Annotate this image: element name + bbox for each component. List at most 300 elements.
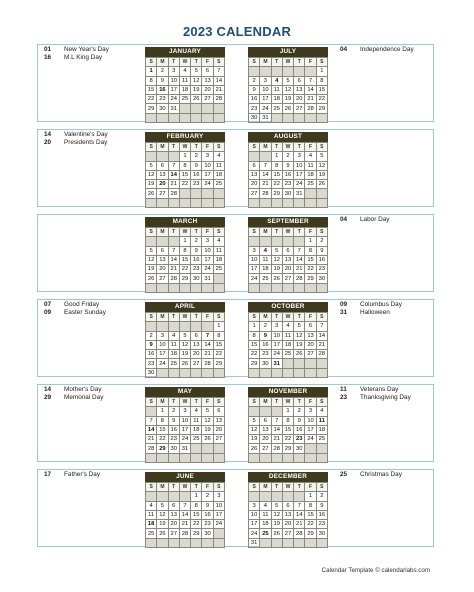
day-cell: 19 <box>282 95 293 104</box>
holiday-name: Easter Sunday <box>64 309 106 316</box>
day-cell: 2 <box>191 237 202 246</box>
weekday-label: T <box>294 483 305 492</box>
day-cell: 19 <box>146 180 157 189</box>
week-row <box>249 283 328 292</box>
day-cell: 24 <box>157 359 168 368</box>
empty-day-cell <box>168 237 179 246</box>
day-cell: 28 <box>146 444 157 453</box>
weekday-label: F <box>305 398 316 407</box>
holiday-entry <box>44 394 103 402</box>
day-cell: 4 <box>146 501 157 510</box>
day-cell: 15 <box>305 255 316 264</box>
week-row <box>146 331 225 340</box>
month-day-table <box>248 397 328 463</box>
day-cell: 30 <box>249 113 260 122</box>
day-cell: 10 <box>249 255 260 264</box>
day-cell: 27 <box>191 359 202 368</box>
week-row <box>146 198 225 207</box>
empty-day-cell <box>305 359 316 368</box>
day-cell: 5 <box>316 152 327 161</box>
empty-day-cell <box>282 359 293 368</box>
day-cell: 18 <box>213 255 224 264</box>
weekday-label: S <box>213 483 224 492</box>
day-cell: 23 <box>191 180 202 189</box>
day-cell: 15 <box>282 425 293 434</box>
weekday-label: S <box>249 228 260 237</box>
month-day-table <box>145 397 225 463</box>
day-cell: 6 <box>282 501 293 510</box>
week-row <box>146 237 225 246</box>
day-cell: 5 <box>271 501 282 510</box>
weekday-label: M <box>260 483 271 492</box>
empty-day-cell <box>249 492 260 501</box>
day-cell: 31 <box>249 538 260 547</box>
day-cell: 3 <box>305 407 316 416</box>
weekday-label: T <box>191 228 202 237</box>
day-cell: 14 <box>260 170 271 179</box>
day-cell: 18 <box>305 170 316 179</box>
day-cell: 11 <box>316 416 327 425</box>
empty-day-cell <box>282 67 293 76</box>
month-name: MAY <box>145 387 225 397</box>
empty-day-cell <box>179 453 190 462</box>
day-cell: 17 <box>202 170 213 179</box>
empty-day-cell <box>157 368 168 377</box>
day-cell: 30 <box>202 529 213 538</box>
day-cell: 20 <box>157 265 168 274</box>
day-cell: 18 <box>213 170 224 179</box>
day-cell: 5 <box>191 67 202 76</box>
day-cell: 27 <box>305 350 316 359</box>
day-cell: 7 <box>179 501 190 510</box>
weekday-label: S <box>249 398 260 407</box>
day-cell: 9 <box>157 76 168 85</box>
week-row <box>146 529 225 538</box>
day-cell: 5 <box>179 331 190 340</box>
day-cell: 30 <box>282 189 293 198</box>
week-row <box>249 529 328 538</box>
holiday-name: Labor Day <box>360 216 390 223</box>
week-row <box>249 322 328 331</box>
day-cell: 24 <box>202 265 213 274</box>
day-cell: 4 <box>168 331 179 340</box>
day-cell: 13 <box>282 255 293 264</box>
day-cell: 23 <box>157 95 168 104</box>
right-holiday-list <box>340 386 411 402</box>
day-cell: 8 <box>305 501 316 510</box>
day-cell: 15 <box>146 85 157 94</box>
empty-day-cell <box>168 283 179 292</box>
day-cell: 17 <box>168 85 179 94</box>
empty-day-cell <box>213 368 224 377</box>
weekday-label: S <box>249 313 260 322</box>
day-cell: 8 <box>305 246 316 255</box>
day-cell: 2 <box>146 331 157 340</box>
day-cell: 22 <box>316 95 327 104</box>
day-cell: 3 <box>168 67 179 76</box>
day-cell: 2 <box>316 237 327 246</box>
week-row <box>146 359 225 368</box>
day-cell: 20 <box>260 435 271 444</box>
day-cell: 7 <box>168 161 179 170</box>
day-cell: 1 <box>179 152 190 161</box>
day-cell: 7 <box>294 246 305 255</box>
day-cell: 22 <box>179 265 190 274</box>
weekday-label: M <box>260 398 271 407</box>
day-cell: 7 <box>260 161 271 170</box>
holiday-name: New Year's Day <box>64 46 109 53</box>
weekday-label: W <box>179 483 190 492</box>
week-row <box>146 407 225 416</box>
weekday-label: W <box>282 313 293 322</box>
holiday-entry <box>340 394 411 402</box>
week-row <box>146 492 225 501</box>
day-cell: 24 <box>202 180 213 189</box>
empty-day-cell <box>179 198 190 207</box>
day-cell: 8 <box>179 246 190 255</box>
day-cell: 10 <box>157 340 168 349</box>
empty-day-cell <box>202 283 213 292</box>
weekday-label: T <box>191 313 202 322</box>
empty-day-cell <box>157 152 168 161</box>
month-calendar-march <box>145 217 225 293</box>
holiday-date: 04 <box>340 46 348 53</box>
holiday-date: 23 <box>340 394 348 401</box>
week-row <box>249 265 328 274</box>
day-cell: 22 <box>249 350 260 359</box>
day-cell: 23 <box>316 520 327 529</box>
empty-day-cell <box>157 113 168 122</box>
empty-day-cell <box>271 368 282 377</box>
empty-day-cell <box>305 453 316 462</box>
day-cell: 9 <box>282 161 293 170</box>
week-row <box>146 67 225 76</box>
day-cell: 6 <box>294 76 305 85</box>
day-cell: 15 <box>305 510 316 519</box>
empty-day-cell <box>168 492 179 501</box>
weekday-label: T <box>168 398 179 407</box>
day-cell: 15 <box>157 425 168 434</box>
week-row <box>146 538 225 547</box>
day-cell: 22 <box>305 520 316 529</box>
month-calendar-december <box>248 472 328 548</box>
weekday-header-row <box>146 483 225 492</box>
empty-day-cell <box>271 237 282 246</box>
day-cell: 7 <box>271 416 282 425</box>
weekday-label: T <box>191 398 202 407</box>
empty-day-cell <box>191 283 202 292</box>
day-cell: 16 <box>168 425 179 434</box>
day-cell: 30 <box>191 274 202 283</box>
month-name: SEPTEMBER <box>248 217 328 227</box>
weekday-label: W <box>179 58 190 67</box>
day-cell: 12 <box>294 331 305 340</box>
week-row <box>146 340 225 349</box>
month-name: NOVEMBER <box>248 387 328 397</box>
empty-day-cell <box>271 492 282 501</box>
day-cell: 4 <box>260 246 271 255</box>
weekday-label: F <box>202 143 213 152</box>
day-cell: 10 <box>202 161 213 170</box>
empty-day-cell <box>168 322 179 331</box>
day-cell: 8 <box>191 501 202 510</box>
empty-day-cell <box>271 407 282 416</box>
empty-day-cell <box>260 453 271 462</box>
weekday-label: F <box>202 398 213 407</box>
day-cell: 23 <box>294 435 305 444</box>
day-cell: 29 <box>213 359 224 368</box>
day-cell: 16 <box>282 170 293 179</box>
week-row <box>146 113 225 122</box>
month-day-table <box>248 312 328 378</box>
day-cell: 17 <box>260 95 271 104</box>
holiday-entry <box>44 46 109 54</box>
month-name: JANUARY <box>145 47 225 57</box>
week-row <box>249 501 328 510</box>
day-cell: 21 <box>168 265 179 274</box>
weekday-header-row <box>146 228 225 237</box>
day-cell: 12 <box>157 510 168 519</box>
weekday-label: M <box>157 398 168 407</box>
day-cell: 10 <box>213 501 224 510</box>
day-cell: 17 <box>249 265 260 274</box>
weekday-label: S <box>213 398 224 407</box>
weekday-label: W <box>282 483 293 492</box>
day-cell: 26 <box>157 529 168 538</box>
day-cell: 17 <box>157 350 168 359</box>
week-row <box>146 95 225 104</box>
weekday-label: W <box>282 58 293 67</box>
day-cell: 25 <box>260 529 271 538</box>
empty-day-cell <box>146 198 157 207</box>
weekday-label: W <box>282 228 293 237</box>
day-cell: 2 <box>316 492 327 501</box>
week-row <box>146 444 225 453</box>
day-cell: 3 <box>157 331 168 340</box>
day-cell: 26 <box>271 274 282 283</box>
empty-day-cell <box>168 198 179 207</box>
weekday-label: S <box>316 228 327 237</box>
week-row <box>146 274 225 283</box>
empty-day-cell <box>202 322 213 331</box>
day-cell: 1 <box>305 237 316 246</box>
empty-day-cell <box>202 453 213 462</box>
day-cell: 18 <box>168 350 179 359</box>
day-cell: 31 <box>260 113 271 122</box>
day-cell: 1 <box>146 67 157 76</box>
day-cell: 5 <box>146 161 157 170</box>
day-cell: 7 <box>202 331 213 340</box>
footer-credit: Calendar Template © calendarlabs.com <box>321 567 430 574</box>
day-cell: 26 <box>271 529 282 538</box>
day-cell: 6 <box>168 501 179 510</box>
week-row <box>249 161 328 170</box>
day-cell: 21 <box>168 180 179 189</box>
week-row <box>146 425 225 434</box>
day-cell: 27 <box>249 189 260 198</box>
day-cell: 4 <box>260 501 271 510</box>
week-row <box>249 444 328 453</box>
day-cell: 13 <box>249 170 260 179</box>
empty-day-cell <box>249 152 260 161</box>
day-cell: 4 <box>271 76 282 85</box>
empty-day-cell <box>260 152 271 161</box>
weekday-header-row <box>249 143 328 152</box>
day-cell: 28 <box>168 274 179 283</box>
weekday-label: S <box>249 143 260 152</box>
day-cell: 15 <box>213 340 224 349</box>
day-cell: 17 <box>294 170 305 179</box>
weekday-label: F <box>305 483 316 492</box>
empty-day-cell <box>157 322 168 331</box>
day-cell: 8 <box>249 331 260 340</box>
weekday-label: T <box>191 483 202 492</box>
empty-day-cell <box>260 283 271 292</box>
day-cell: 2 <box>157 67 168 76</box>
day-cell: 8 <box>213 331 224 340</box>
day-cell: 24 <box>249 274 260 283</box>
holiday-entry <box>340 309 402 317</box>
empty-day-cell <box>305 113 316 122</box>
empty-day-cell <box>271 198 282 207</box>
day-cell: 13 <box>202 76 213 85</box>
day-cell: 17 <box>213 510 224 519</box>
day-cell: 3 <box>249 246 260 255</box>
day-cell: 17 <box>249 520 260 529</box>
day-cell: 22 <box>213 350 224 359</box>
page-title: 2023 CALENDAR <box>182 24 292 39</box>
day-cell: 1 <box>191 492 202 501</box>
week-row <box>146 85 225 94</box>
weekday-label: M <box>260 58 271 67</box>
empty-day-cell <box>316 283 327 292</box>
empty-day-cell <box>213 453 224 462</box>
week-row <box>249 189 328 198</box>
weekday-label: T <box>191 143 202 152</box>
month-day-table <box>145 57 225 123</box>
day-cell: 18 <box>282 340 293 349</box>
weekday-label: F <box>305 228 316 237</box>
right-holiday-list <box>340 46 414 54</box>
day-cell: 3 <box>202 152 213 161</box>
month-calendar-january <box>145 47 225 123</box>
holiday-date: 09 <box>340 301 348 308</box>
day-cell: 14 <box>271 425 282 434</box>
empty-day-cell <box>191 322 202 331</box>
day-cell: 6 <box>202 67 213 76</box>
empty-day-cell <box>202 113 213 122</box>
holiday-name: Father's Day <box>64 471 101 478</box>
day-cell: 7 <box>294 501 305 510</box>
day-cell: 24 <box>294 180 305 189</box>
empty-day-cell <box>179 113 190 122</box>
day-cell: 16 <box>260 340 271 349</box>
day-cell: 4 <box>213 152 224 161</box>
day-cell: 26 <box>179 359 190 368</box>
holiday-entry <box>340 301 402 309</box>
day-cell: 5 <box>157 501 168 510</box>
empty-day-cell <box>191 444 202 453</box>
weekday-label: S <box>146 228 157 237</box>
day-cell: 21 <box>179 520 190 529</box>
empty-day-cell <box>260 492 271 501</box>
left-holiday-list <box>44 131 108 147</box>
empty-day-cell <box>271 113 282 122</box>
holiday-date: 31 <box>340 309 348 316</box>
month-calendar-february <box>145 132 225 208</box>
day-cell: 6 <box>157 161 168 170</box>
weekday-label: T <box>271 398 282 407</box>
weekday-label: S <box>249 483 260 492</box>
holiday-name: Thanksgiving Day <box>360 394 411 401</box>
day-cell: 4 <box>179 67 190 76</box>
weekday-label: T <box>191 58 202 67</box>
empty-day-cell <box>249 407 260 416</box>
empty-day-cell <box>316 368 327 377</box>
empty-day-cell <box>202 368 213 377</box>
day-cell: 20 <box>213 425 224 434</box>
empty-day-cell <box>179 322 190 331</box>
week-row <box>249 237 328 246</box>
weekday-label: S <box>213 228 224 237</box>
day-cell: 9 <box>191 161 202 170</box>
week-row <box>249 255 328 264</box>
day-cell: 16 <box>202 510 213 519</box>
day-cell: 13 <box>294 85 305 94</box>
week-row <box>249 359 328 368</box>
empty-day-cell <box>316 113 327 122</box>
empty-day-cell <box>146 453 157 462</box>
empty-day-cell <box>146 322 157 331</box>
week-row <box>146 453 225 462</box>
day-cell: 10 <box>179 416 190 425</box>
holiday-name: M.L King Day <box>64 54 103 61</box>
holiday-date: 14 <box>44 131 52 138</box>
day-cell: 8 <box>179 161 190 170</box>
weekday-label: S <box>316 398 327 407</box>
day-cell: 19 <box>294 340 305 349</box>
weekday-label: F <box>202 313 213 322</box>
empty-day-cell <box>168 113 179 122</box>
month-day-table <box>145 227 225 293</box>
day-cell: 26 <box>249 444 260 453</box>
day-cell: 12 <box>271 255 282 264</box>
day-cell: 3 <box>260 76 271 85</box>
day-cell: 21 <box>260 180 271 189</box>
day-cell: 24 <box>260 104 271 113</box>
day-cell: 15 <box>271 170 282 179</box>
day-cell: 2 <box>168 407 179 416</box>
day-cell: 9 <box>316 246 327 255</box>
day-cell: 6 <box>249 161 260 170</box>
day-cell: 27 <box>157 189 168 198</box>
empty-day-cell <box>213 198 224 207</box>
day-cell: 23 <box>316 265 327 274</box>
day-cell: 16 <box>294 425 305 434</box>
weekday-label: S <box>146 313 157 322</box>
holiday-name: Mother's Day <box>64 386 102 393</box>
right-holiday-list <box>340 301 402 317</box>
empty-day-cell <box>249 283 260 292</box>
day-cell: 26 <box>294 350 305 359</box>
day-cell: 31 <box>271 359 282 368</box>
weekday-label: T <box>168 58 179 67</box>
day-cell: 5 <box>146 246 157 255</box>
month-day-table <box>145 312 225 378</box>
day-cell: 10 <box>294 161 305 170</box>
weekday-label: M <box>157 58 168 67</box>
week-row <box>146 76 225 85</box>
